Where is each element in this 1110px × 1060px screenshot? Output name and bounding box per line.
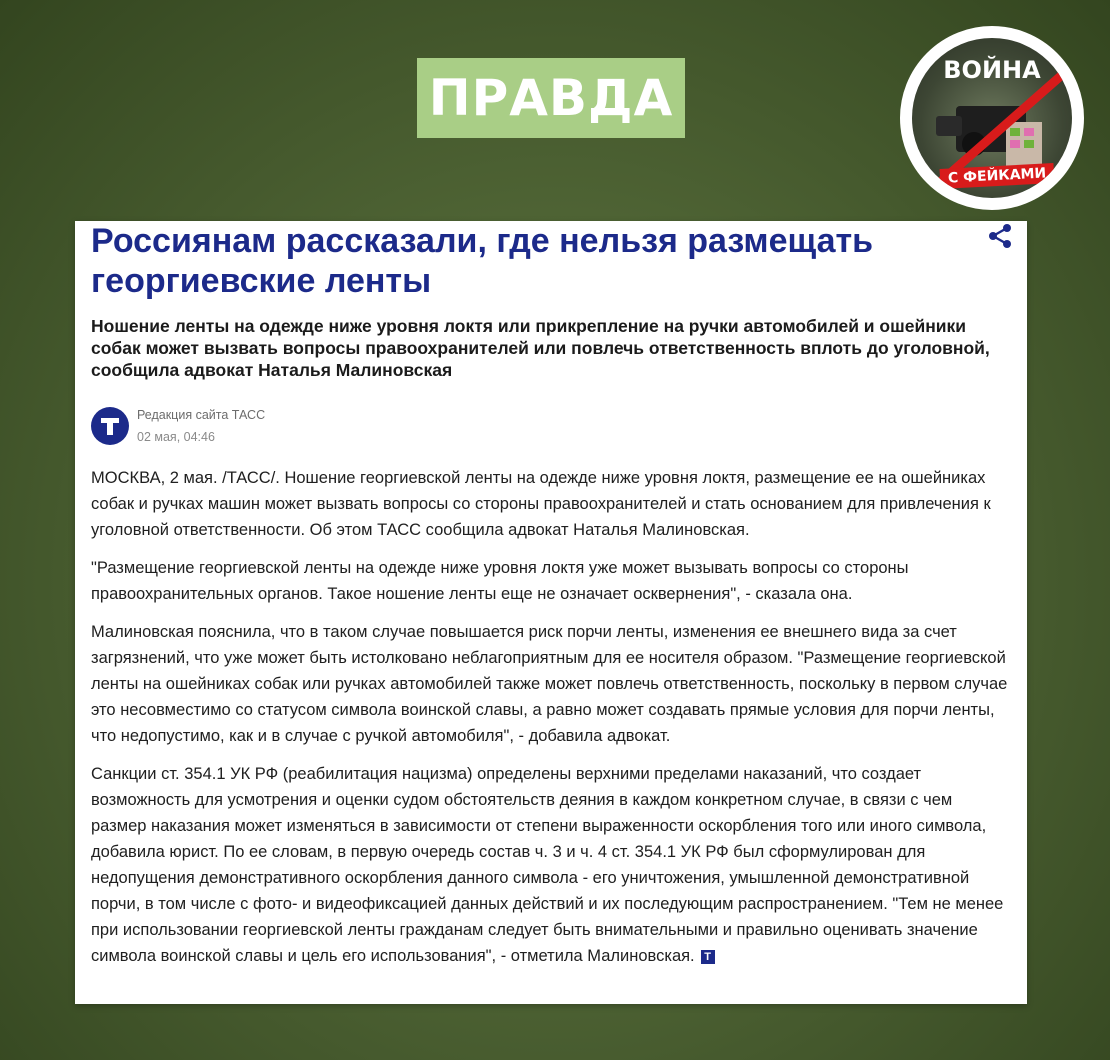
logo-emblem (912, 38, 1072, 198)
author-block (91, 401, 1011, 451)
tass-avatar-icon[interactable] (91, 407, 129, 445)
publish-date: 02 мая, 04:46 (137, 430, 215, 444)
article-paragraph-2: "Размещение георгиевской ленты на одежде ниже уровня локтя уже может вызывать вопросы со стороны правоохранительных органов. Такое ношение ленты еще не означает осквернения", - сказала она. (91, 559, 909, 603)
article-paragraph-4-text: Санкции ст. 354.1 УК РФ (реабилитация нацизма) определены верхними пределами наказаний, что создает возможность для усмотрения и оценки судом обстоятельств деяния в каждом конкретном случае, в связи с чем размер наказания может изменяться в зависимости от степени выраженности оскорбления того или иного символа, добавила юрист. По ее словам, в первую очередь состав ч. 3 и ч. 4 ст. 354.1 УК РФ был сформулирован для недопущения демонстративного оскорбления данного символа - его уничтожения, умышленной демонстративной порчи, в том числе с фото- и видеофиксацией данных действий и их последующим распространением. "Тем не менее при использовании георгиевской ленты гражданам следует быть внимательными и правильно оценивать значение символа воинской славы и цель его использования", - отметила Малиновская. (91, 765, 1004, 965)
article-title: Россиянам рассказали, где нельзя размещать георгиевские ленты (91, 222, 874, 300)
pravda-badge: ПРАВДА (417, 58, 685, 138)
author-meta (137, 405, 265, 447)
voina-s-feikami-logo (900, 26, 1084, 210)
author-name[interactable]: Редакция сайта ТАСС (137, 408, 266, 422)
logo-bottom-text: С ФЕЙКАМИ (940, 163, 1055, 189)
logo-top-text: ВОЙНА (943, 56, 1041, 84)
share-icon[interactable] (987, 223, 1013, 254)
article-paragraph-3: Малиновская пояснила, что в таком случае повышается риск порчи ленты, изменения ее внешнего вида за счет загрязнений, что уже может быть истолковано неблагоприятным для ее носителя образом. "Размещение георгиевской ленты на ошейниках собак или ручках автомобилей также может повлечь ответственность, поскольку в первом случае это несовместимо со статусом символа воинской славы, а равно может создавать прямые условия для порчи ленты, что недопустимо, как и в случае с ручкой автомобиля", - добавила адвокат. (91, 623, 1008, 745)
article-lead: Ношение ленты на одежде ниже уровня локтя или прикрепление на ручки автомобилей и ошейники собак может вызвать вопросы правоохранителей или повлечь ответственность вплоть до уголовной, сообщила адвокат Наталья Малиновская (91, 316, 990, 380)
article-paragraph-1: МОСКВА, 2 мая. /ТАСС/. Ношение георгиевской ленты на одежде ниже уровня локтя, размещение ее на ошейниках собак и ручках машин может вызвать вопросы со стороны правоохранителей и стать основанием для привлечения к уголовной ответственности. Об этом ТАСС сообщила адвокат Наталья Малиновская. (91, 469, 991, 539)
article-paragraph-4 (91, 761, 1011, 969)
tass-end-mark-icon: T (701, 950, 715, 964)
article-card (75, 221, 1027, 1004)
